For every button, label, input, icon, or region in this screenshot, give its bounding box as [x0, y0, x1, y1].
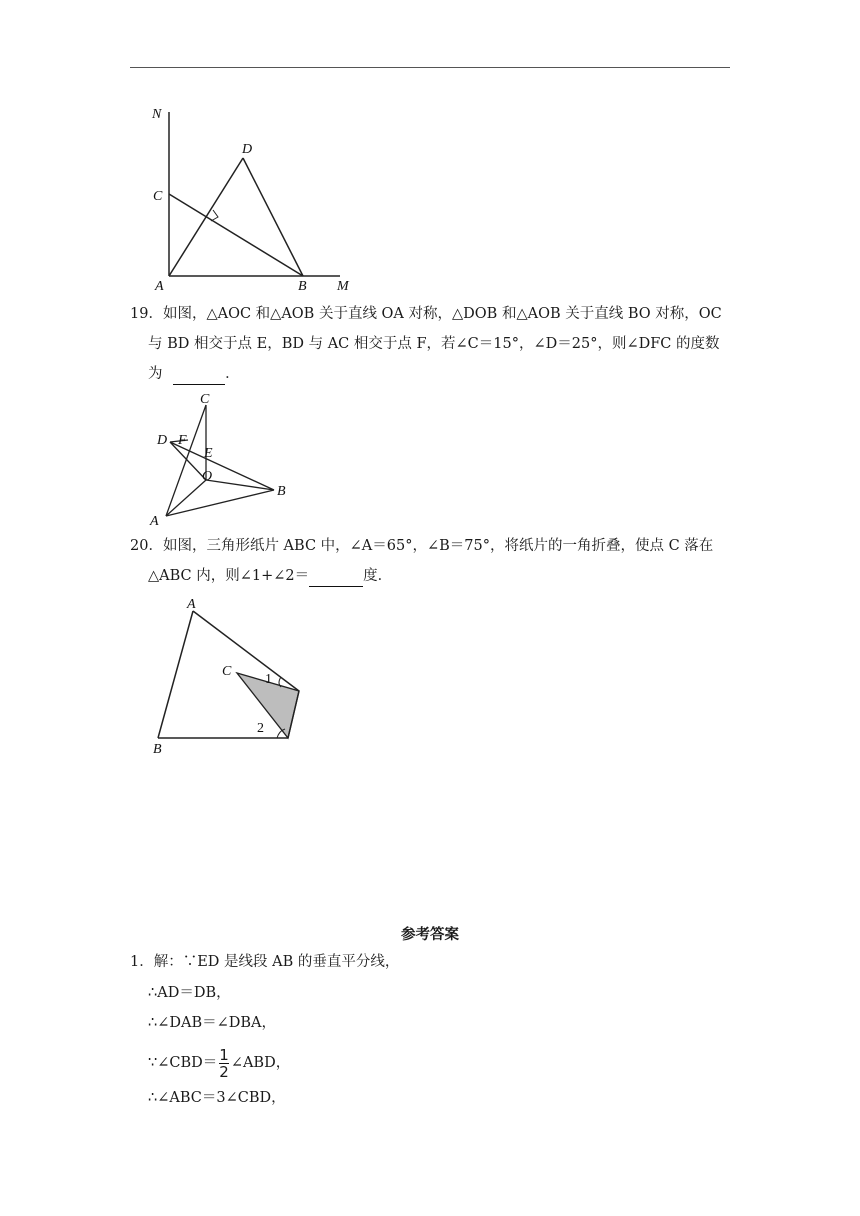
- label-m: M: [337, 279, 349, 294]
- label-angle-1: 1: [265, 672, 272, 687]
- label-f: F: [178, 433, 187, 448]
- label-c: C: [222, 664, 232, 679]
- line-do: [170, 442, 206, 480]
- q20-line2: [148, 566, 392, 587]
- figure-q18: [140, 100, 370, 300]
- answer-line-5: ∴∠ABC＝3∠CBD，: [148, 1090, 286, 1106]
- figure-q19: [140, 385, 300, 535]
- label-d: D: [242, 142, 253, 157]
- fraction-numerator: 1: [219, 1045, 229, 1064]
- answer-line-2: ∴AD＝DB，: [148, 985, 231, 1001]
- label-b: B: [153, 742, 162, 757]
- q19-line3-suffix: ．: [225, 366, 240, 382]
- q19-answer-blank[interactable]: [173, 364, 225, 385]
- label-angle-2: 2: [257, 721, 264, 736]
- answer-line-4-prefix: ∵∠CBD＝: [148, 1055, 218, 1071]
- label-n: N: [152, 107, 162, 122]
- answer-line-3: ∴∠DAB＝∠DBA，: [148, 1015, 277, 1031]
- fraction-one-half: [219, 1047, 229, 1080]
- answer-line-1: 1．解：∵ED 是线段 AB 的垂直平分线，: [130, 954, 400, 970]
- label-b: B: [298, 279, 307, 294]
- label-b: B: [277, 484, 286, 499]
- q20-answer-blank[interactable]: [309, 566, 363, 587]
- q19-line3-prefix: 为: [148, 366, 163, 382]
- label-a: A: [155, 279, 164, 294]
- line-ca: [166, 405, 206, 516]
- line-ab: [166, 490, 274, 516]
- fraction-denominator: 2: [219, 1062, 229, 1081]
- answer-line-4-suffix: ∠ABD，: [230, 1055, 291, 1071]
- q19-line2: 与 BD 相交于点 E，BD 与 AC 相交于点 F，若∠C＝15°，∠D＝25°，则∠DFC 的度数: [148, 336, 720, 352]
- q19-line1: 19．如图，△AOC 和△AOB 关于直线 OA 对称，△DOB 和△AOB 关于直线 BO 对称，OC: [130, 306, 722, 322]
- right-angle-mark: [211, 210, 218, 221]
- line-ab: [158, 611, 193, 738]
- q20-line2-suffix: 度．: [363, 568, 393, 584]
- label-a: A: [187, 597, 196, 612]
- label-c: C: [200, 392, 210, 407]
- label-o: O: [202, 469, 213, 484]
- label-c: C: [153, 189, 163, 204]
- q20-line1: 20．如图，三角形纸片 ABC 中，∠A＝65°，∠B＝75°，将纸片的一角折叠，使点 C 落在: [130, 538, 714, 554]
- answers-title: 参考答案: [401, 926, 459, 943]
- q20-line2-prefix: △ABC 内，则∠1+∠2＝: [148, 568, 310, 584]
- label-e: E: [204, 446, 213, 461]
- figure-q20: [145, 595, 315, 760]
- header-rule: [130, 67, 730, 68]
- answer-line-4: [148, 1046, 290, 1080]
- label-a: A: [150, 514, 159, 529]
- label-d: D: [157, 433, 168, 448]
- q19-line3: [148, 364, 240, 385]
